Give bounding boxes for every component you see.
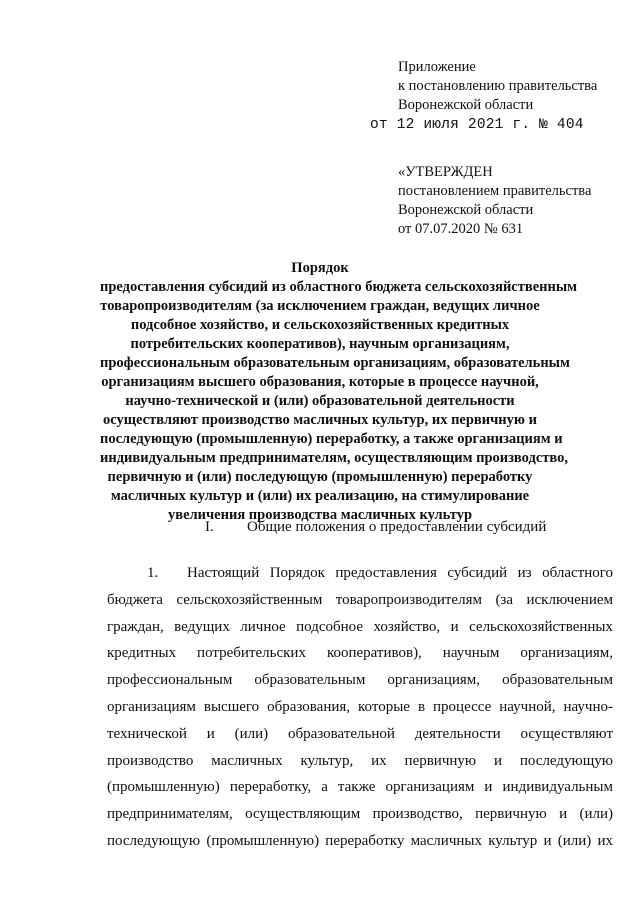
- paragraph-line: предпринимателям, осуществляющим производство, первичную и (или): [107, 806, 613, 823]
- paragraph-line: бюджета сельскохозяйственным товаропроизводителям (за исключением: [107, 591, 613, 608]
- paragraph-line-text: Настоящий Порядок предоставления субсидий из областного: [187, 565, 613, 581]
- appendix-line: к постановлению правительства: [398, 78, 598, 94]
- paragraph-number: 1.: [147, 565, 159, 581]
- title-line: товаропроизводителям (за исключением граждан, ведущих личное: [100, 298, 540, 314]
- title-line: потребительских кооперативов), научным организациям,: [130, 336, 510, 352]
- approved-block: [398, 163, 591, 239]
- paragraph-line: кредитных потребительских кооперативов), научным организациям,: [107, 645, 613, 662]
- appendix-line: Приложение: [398, 59, 476, 75]
- title-line: предоставления субсидий из областного бюджета сельскохозяйственным: [100, 279, 578, 295]
- paragraph-line: организациям высшего образования, которые в процессе научной, научно-: [107, 698, 613, 715]
- approved-line: «УТВЕРЖДЕН: [398, 164, 493, 180]
- title-line: осуществляют производство масличных культур, их первичную и: [103, 412, 537, 428]
- section-number: I.: [205, 519, 214, 535]
- approved-line: от 07.07.2020 № 631: [398, 221, 524, 237]
- paragraph-line: профессиональным образовательным организациям, образовательным: [107, 672, 613, 689]
- title-line: последующую (промышленную) переработку, а также организациям и: [100, 431, 563, 447]
- document-title: [100, 259, 578, 525]
- paragraph-line: последующую (промышленную) переработку масличных культур и (или) их: [107, 832, 613, 849]
- title-line: масличных культур и (или) их реализацию, на стимулирование: [110, 488, 530, 504]
- title-line: подсобное хозяйство, и сельскохозяйственных кредитных: [130, 317, 510, 333]
- paragraph-line: граждан, ведущих личное подсобное хозяйство, и сельскохозяйственных: [107, 618, 613, 635]
- paragraph-line: (промышленную) переработку, а также организациям и индивидуальным: [107, 779, 613, 796]
- title-line: индивидуальным предпринимателям, осуществляющим производство,: [100, 450, 569, 466]
- title-line: организациям высшего образования, которые в процессе научной,: [101, 374, 539, 390]
- title-line: увеличения производства масличных культур: [167, 507, 473, 523]
- appendix-block: [398, 58, 597, 115]
- approved-line: Воронежской области: [398, 202, 534, 218]
- title-line: Порядок: [291, 260, 349, 276]
- title-line: научно-технической и (или) образовательной деятельности: [125, 393, 515, 409]
- appendix-line: Воронежской области: [398, 97, 534, 113]
- title-line: профессиональным образовательным организациям, образовательным: [100, 355, 570, 371]
- approved-line: постановлением правительства: [398, 183, 592, 199]
- paragraph-line: производство масличных культур, их первичную и последующую: [107, 752, 613, 769]
- paragraph-1: [107, 560, 613, 855]
- decree-date-number: от 12 июля 2021 г. № 404: [370, 117, 584, 133]
- paragraph-line: технической и (или) образовательной деятельности осуществляют: [107, 725, 613, 742]
- section-title: Общие положения о предоставлении субсидий: [247, 519, 547, 535]
- paragraph-line: [107, 560, 613, 587]
- title-line: первичную и (или) последующую (промышленную) переработку: [107, 469, 533, 485]
